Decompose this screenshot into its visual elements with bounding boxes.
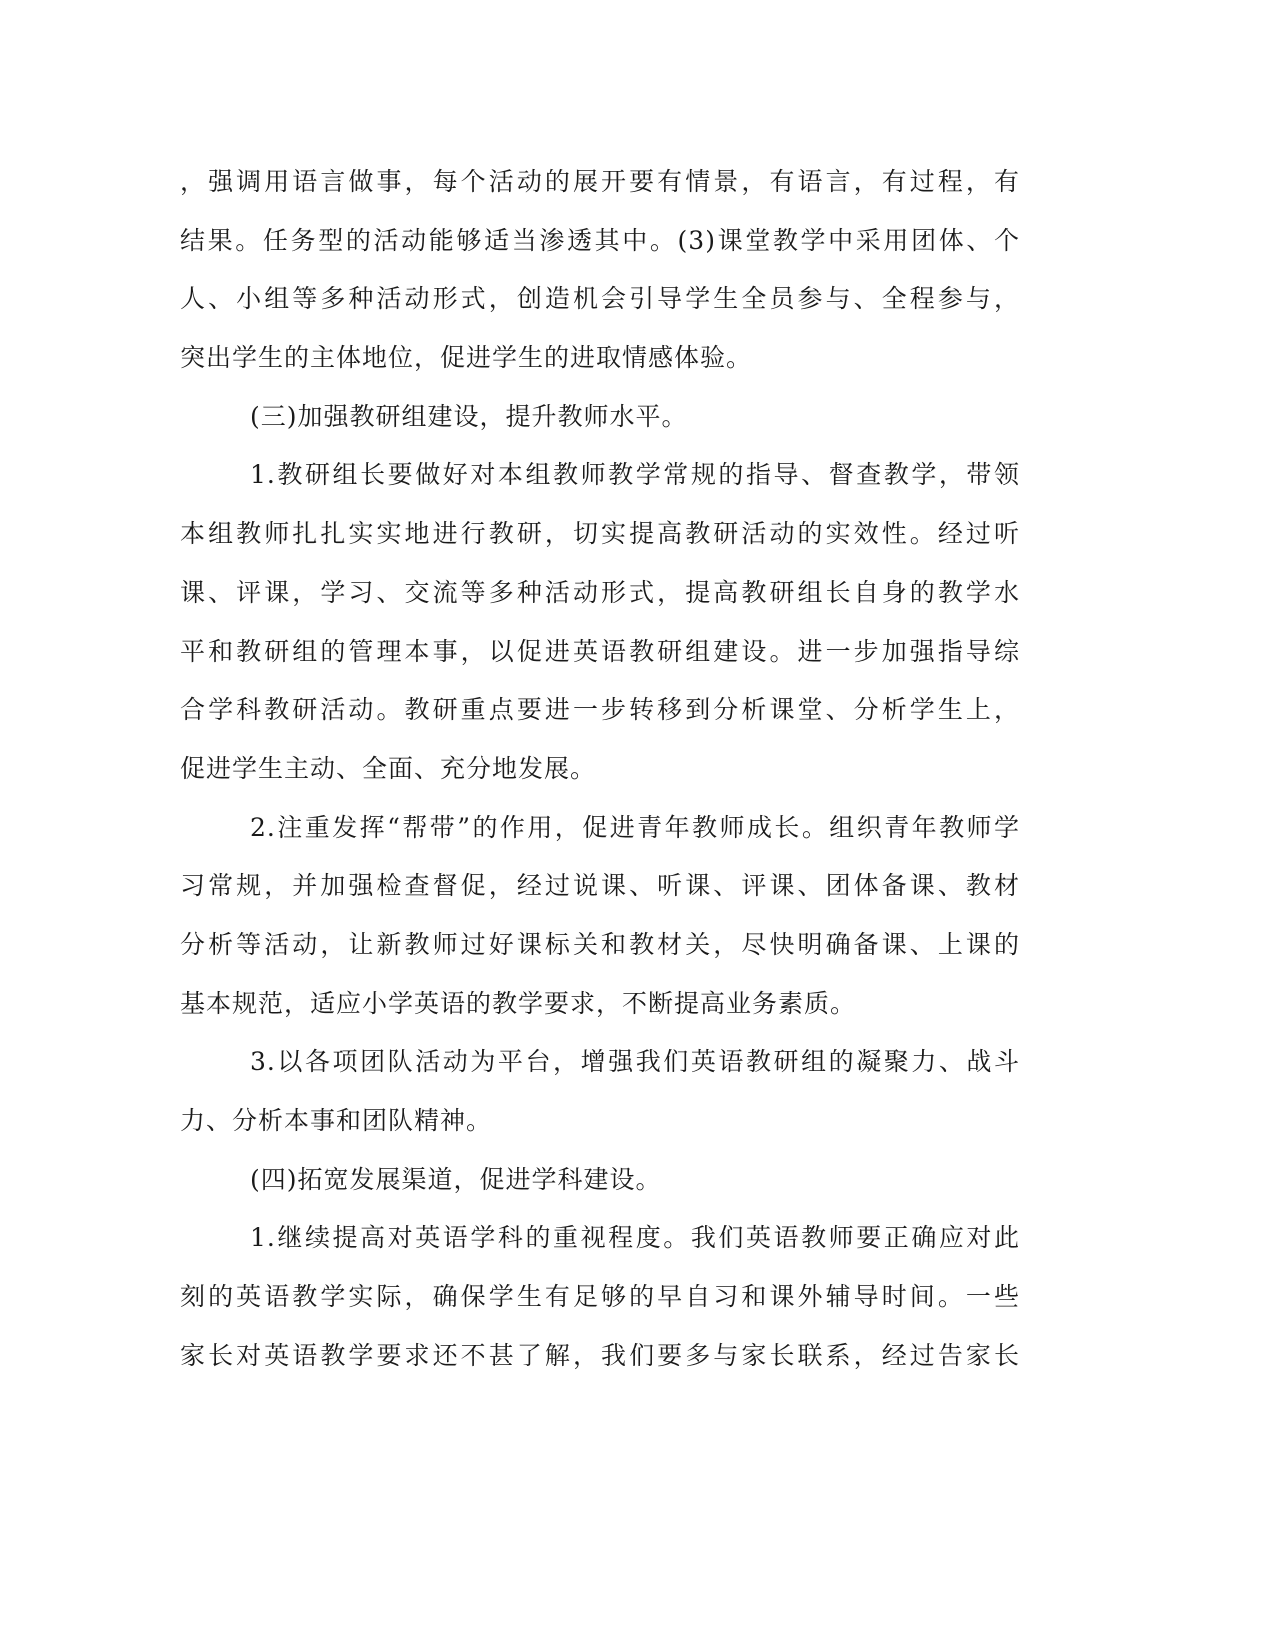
text-line: ，强调用语言做事，每个活动的展开要有情景，有语言，有过程，有 <box>180 167 1020 196</box>
text-line: 1.继续提高对英语学科的重视程度。我们英语教师要正确应对此 <box>250 1223 1020 1253</box>
section-heading-3 <box>180 388 1020 447</box>
text-line: 1.教研组长要做好对本组教师教学常规的指导、督查教学，带领 <box>250 460 1020 490</box>
text-line: 平和教研组的管理本事，以促进英语教研组建设。进一步加强指导综 <box>180 636 1020 666</box>
paragraph-item-2 <box>180 799 1020 1034</box>
text-line: 家长对英语教学要求还不甚了解，我们要多与家长联系，经过告家长 <box>180 1340 1020 1370</box>
text-line: 人、小组等多种活动形式，创造机会引导学生全员参与、全程参与， <box>180 284 1020 314</box>
document-body <box>180 153 1020 1385</box>
heading-line: (四)拓宽发展渠道，促进学科建设。 <box>250 1164 662 1194</box>
text-line: 刻的英语教学实际，确保学生有足够的早自习和课外辅导时间。一些 <box>180 1282 1020 1312</box>
text-line: 基本规范，适应小学英语的教学要求，不断提高业务素质。 <box>180 988 857 1018</box>
paragraph-item-1-section-4 <box>180 1209 1020 1385</box>
text-line: 3.以各项团队活动为平台，增强我们英语教研组的凝聚力、战斗 <box>250 1047 1020 1077</box>
text-line: 分析等活动，让新教师过好课标关和教材关，尽快明确备课、上课的 <box>180 929 1020 959</box>
section-heading-4 <box>180 1151 1020 1210</box>
text-line: 促进学生主动、全面、充分地发展。 <box>180 753 597 783</box>
text-line: 结果。任务型的活动能够适当渗透其中。(3)课堂教学中采用团体、个 <box>180 225 1020 255</box>
text-line: 2.注重发挥“帮带”的作用，促进青年教师成长。组织青年教师学 <box>250 812 1020 842</box>
paragraph-item-1 <box>180 446 1020 798</box>
paragraph-item-3 <box>180 1033 1020 1150</box>
text-line: 课、评课，学习、交流等多种活动形式，提高教研组长自身的教学水 <box>180 577 1020 607</box>
text-line: 突出学生的主体地位，促进学生的进取情感体验。 <box>180 343 753 373</box>
text-line: 本组教师扎扎实实地进行教研，切实提高教研活动的实效性。经过听 <box>180 519 1020 549</box>
text-line: 合学科教研活动。教研重点要进一步转移到分析课堂、分析学生上， <box>180 695 1020 725</box>
heading-line: (三)加强教研组建设，提升教师水平。 <box>250 401 688 431</box>
text-line: 习常规，并加强检查督促，经过说课、听课、评课、团体备课、教材 <box>180 871 1020 901</box>
paragraph-continuation <box>180 153 1020 388</box>
text-line: 力、分析本事和团队精神。 <box>180 1106 493 1135</box>
